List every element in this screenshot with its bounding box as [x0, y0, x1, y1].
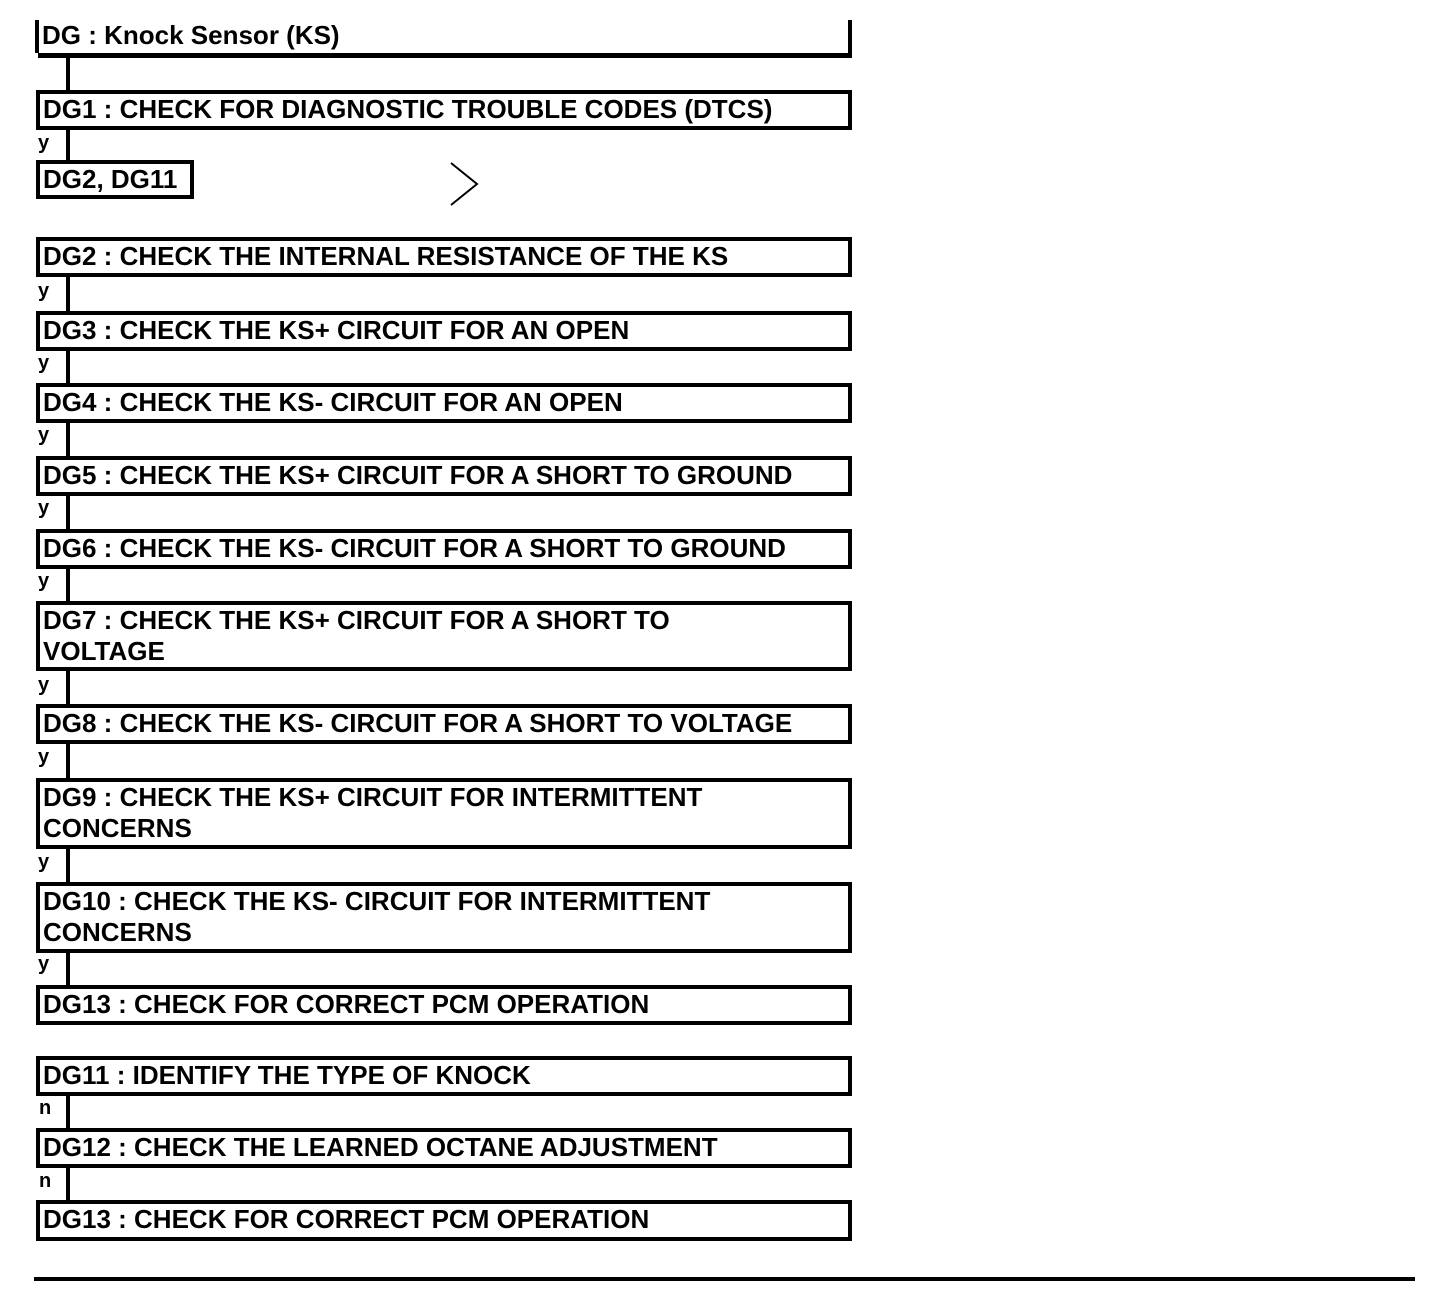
- connector-line: [66, 671, 70, 704]
- chevron-right-icon: [449, 161, 481, 207]
- branch-label-yes: y: [38, 424, 50, 446]
- connector-line: [66, 1168, 70, 1200]
- step-dg8: DG8 : CHECK THE KS- CIRCUIT FOR A SHORT TO VOLTAGE: [36, 704, 852, 744]
- horizontal-divider: [34, 1277, 1415, 1281]
- branch-label-yes: y: [38, 746, 50, 768]
- branch-label-yes: y: [38, 851, 50, 873]
- connector-line: [66, 423, 70, 456]
- connector-line: [66, 849, 70, 882]
- connector-line: [66, 953, 70, 985]
- step-dg6: DG6 : CHECK THE KS- CIRCUIT FOR A SHORT TO GROUND: [36, 529, 852, 569]
- branch-label-yes: y: [38, 352, 50, 374]
- step-dg4: DG4 : CHECK THE KS- CIRCUIT FOR AN OPEN: [36, 383, 852, 423]
- step-dg12: DG12 : CHECK THE LEARNED OCTANE ADJUSTMENT: [36, 1128, 852, 1168]
- connector-line: [66, 496, 70, 529]
- step-dg13: DG13 : CHECK FOR CORRECT PCM OPERATION: [36, 1200, 852, 1241]
- step-dg10: DG10 : CHECK THE KS- CIRCUIT FOR INTERMITTENT CONCERNS: [36, 882, 852, 953]
- branch-label-yes: y: [38, 497, 50, 519]
- step-dg7: DG7 : CHECK THE KS+ CIRCUIT FOR A SHORT TO VOLTAGE: [36, 601, 852, 671]
- step-dg11: DG11 : IDENTIFY THE TYPE OF KNOCK: [36, 1056, 852, 1096]
- step-dg3: DG3 : CHECK THE KS+ CIRCUIT FOR AN OPEN: [36, 311, 852, 351]
- branch-label-yes: y: [38, 674, 50, 696]
- branch-label-no: n: [39, 1097, 52, 1119]
- step-dg2: DG2 : CHECK THE INTERNAL RESISTANCE OF THE KS: [36, 237, 852, 277]
- step-dg1-ref: DG2, DG11: [36, 160, 194, 199]
- branch-label-yes: y: [38, 570, 50, 592]
- diagram-title: DG : Knock Sensor (KS): [38, 20, 852, 58]
- branch-label-yes: y: [38, 280, 50, 302]
- branch-label-no: n: [39, 1170, 52, 1192]
- connector-line: [66, 351, 70, 383]
- step-dg9: DG9 : CHECK THE KS+ CIRCUIT FOR INTERMITTENT CONCERNS: [36, 778, 852, 849]
- branch-label-yes: y: [38, 953, 50, 975]
- connector-line: [66, 277, 70, 311]
- step-dg13: DG13 : CHECK FOR CORRECT PCM OPERATION: [36, 985, 852, 1025]
- connector-line: [66, 130, 70, 160]
- branch-label-yes: y: [38, 132, 50, 154]
- step-dg1: DG1 : CHECK FOR DIAGNOSTIC TROUBLE CODES (DTCS): [36, 90, 852, 130]
- connector-line: [66, 744, 70, 778]
- connector-line: [66, 1096, 70, 1128]
- connector-line: [66, 58, 70, 90]
- step-dg5: DG5 : CHECK THE KS+ CIRCUIT FOR A SHORT TO GROUND: [36, 456, 852, 496]
- connector-line: [66, 569, 70, 601]
